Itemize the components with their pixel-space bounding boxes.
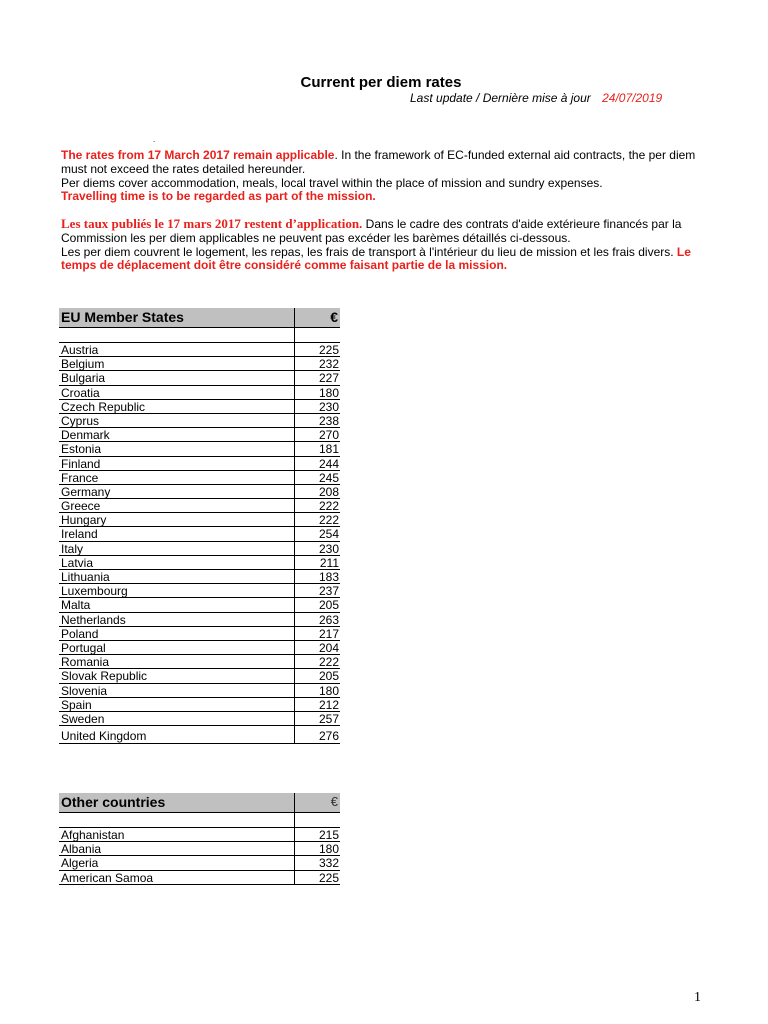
country-name: Albania (61, 842, 102, 857)
table-row (59, 442, 340, 456)
french-notice (61, 217, 721, 273)
table-row (59, 684, 340, 698)
table-row (59, 485, 340, 499)
per-diem-rate: 225 (318, 343, 339, 357)
table-row (59, 428, 340, 442)
eu-member-states-table (59, 308, 340, 744)
country-name: Estonia (61, 442, 102, 457)
table-row (59, 513, 340, 527)
per-diem-rate: 270 (318, 428, 339, 443)
per-diem-rate: 180 (318, 683, 339, 698)
other-table-spacer-row (59, 813, 340, 828)
per-diem-rate: 183 (318, 570, 339, 584)
country-name: Afghanistan (61, 828, 125, 842)
eu-table-spacer-row (59, 328, 340, 343)
country-name: Romania (61, 655, 110, 670)
per-diem-rate: 244 (318, 456, 339, 471)
per-diem-rate: 257 (318, 711, 339, 726)
other-table-body (59, 828, 340, 885)
per-diem-rate: 245 (318, 470, 339, 485)
fr-text-2: Les per diem couvrent le logement, les repas, les frais de transport à l'intérieur du lieu de mission et les frais divers. (61, 244, 677, 259)
country-name: Bulgaria (61, 371, 106, 386)
table-row (59, 655, 340, 669)
en-text-1: . In the framework of EC-funded external aid contracts, the per diem must not exceed the rates detailed hereunder. (61, 148, 696, 176)
per-diem-rate: 205 (318, 598, 339, 613)
per-diem-rate: 181 (318, 442, 339, 457)
table-row (59, 414, 340, 428)
table-row (59, 627, 340, 641)
country-name: United Kingdom (61, 729, 147, 744)
table-row (59, 613, 340, 627)
country-name: Lithuania (61, 570, 110, 584)
country-name: Malta (61, 598, 91, 613)
table-row (59, 584, 340, 598)
table-row (59, 698, 340, 712)
table-row (59, 371, 340, 385)
table-row (59, 641, 340, 655)
eu-currency-symbol: € (330, 309, 338, 325)
country-name: Spain (61, 697, 92, 712)
table-row (59, 542, 340, 556)
per-diem-rate: 208 (318, 484, 339, 499)
country-name: Netherlands (61, 612, 126, 627)
eu-table-header-label: EU Member States (61, 309, 184, 325)
per-diem-rate: 225 (318, 870, 339, 885)
eu-table-header (59, 308, 340, 328)
table-row (59, 842, 340, 856)
table-row (59, 499, 340, 513)
country-name: Slovenia (61, 683, 108, 698)
country-name: Cyprus (61, 413, 100, 428)
per-diem-rate: 212 (318, 697, 339, 712)
country-name: Latvia (61, 555, 94, 570)
per-diem-rate: 238 (318, 413, 339, 428)
fr-travel-text: Le temps de déplacement doit être considéré comme faisant partie de la mission. (61, 244, 691, 273)
country-name: Germany (61, 484, 111, 499)
table-row (59, 400, 340, 414)
stray-dot: . (153, 135, 156, 144)
per-diem-rate: 254 (318, 527, 339, 542)
english-notice (61, 149, 721, 204)
per-diem-rate: 263 (318, 612, 339, 627)
per-diem-rate: 222 (318, 655, 339, 670)
table-row (59, 457, 340, 471)
fr-text-1: Dans le cadre des contrats d'aide extérieure financés par la Commission les per diem applicables ne peuvent pas excéder les barèmes détaillés ci-dessous. (61, 217, 682, 245)
per-diem-rate: 217 (318, 626, 339, 641)
country-name: Belgium (61, 357, 105, 372)
other-table-header-label: Other countries (61, 794, 166, 810)
table-row (59, 871, 340, 885)
per-diem-rate: 232 (318, 357, 339, 372)
country-name: Finland (61, 456, 101, 471)
country-name: Portugal (61, 640, 106, 655)
table-row (59, 343, 340, 357)
last-update-label: Last update / Dernière mise à jour (410, 91, 591, 105)
per-diem-rate: 227 (318, 371, 339, 386)
per-diem-rate: 332 (318, 856, 339, 871)
country-name: Algeria (61, 856, 99, 871)
country-name: France (61, 470, 99, 485)
country-name: American Samoa (61, 870, 154, 885)
country-name: Austria (61, 343, 99, 357)
per-diem-rate: 215 (318, 828, 339, 842)
page-number: 1 (694, 990, 701, 1005)
country-name: Slovak Republic (61, 669, 148, 684)
last-update-date: 24/07/2019 (602, 91, 663, 105)
per-diem-rate: 180 (318, 842, 339, 857)
per-diem-rate: 204 (318, 640, 339, 655)
last-update-line (410, 91, 662, 105)
table-row (59, 471, 340, 485)
per-diem-rate: 230 (318, 541, 339, 556)
table-row (59, 386, 340, 400)
fr-lead-text: Les taux publiés le 17 mars 2017 restent d’application. (61, 216, 363, 231)
table-row (59, 357, 340, 371)
per-diem-rate: 180 (318, 385, 339, 400)
other-table-header (59, 793, 340, 813)
per-diem-rate: 276 (318, 729, 339, 744)
table-row (59, 856, 340, 870)
table-row (59, 828, 340, 842)
per-diem-rate: 222 (318, 499, 339, 514)
table-row (59, 527, 340, 541)
other-currency-symbol: € (330, 794, 338, 809)
other-countries-table (59, 793, 340, 885)
per-diem-rate: 211 (319, 555, 339, 570)
page-title: Current per diem rates (300, 74, 462, 91)
en-travel-text: Travelling time is to be regarded as part of the mission. (61, 189, 376, 204)
eu-table-body (59, 343, 340, 744)
en-lead-text: The rates from 17 March 2017 remain applicable (61, 148, 335, 162)
country-name: Ireland (61, 527, 98, 542)
country-name: Sweden (61, 711, 105, 726)
country-name: Czech Republic (61, 399, 146, 414)
country-name: Croatia (61, 385, 100, 400)
table-row (59, 712, 340, 726)
table-row (59, 669, 340, 683)
country-name: Hungary (61, 513, 107, 528)
country-name: Luxembourg (61, 584, 128, 599)
table-row (59, 726, 340, 744)
country-name: Italy (61, 541, 84, 556)
per-diem-rate: 222 (318, 513, 339, 528)
per-diem-rate: 230 (318, 399, 339, 414)
table-row (59, 598, 340, 612)
per-diem-rate: 205 (318, 669, 339, 684)
per-diem-rate: 237 (318, 584, 339, 599)
table-row (59, 570, 340, 584)
country-name: Greece (61, 499, 101, 514)
en-text-2: Per diems cover accommodation, meals, local travel within the place of mission and sundry expenses. (61, 175, 603, 190)
table-row (59, 556, 340, 570)
country-name: Poland (61, 626, 99, 641)
country-name: Denmark (61, 428, 110, 443)
